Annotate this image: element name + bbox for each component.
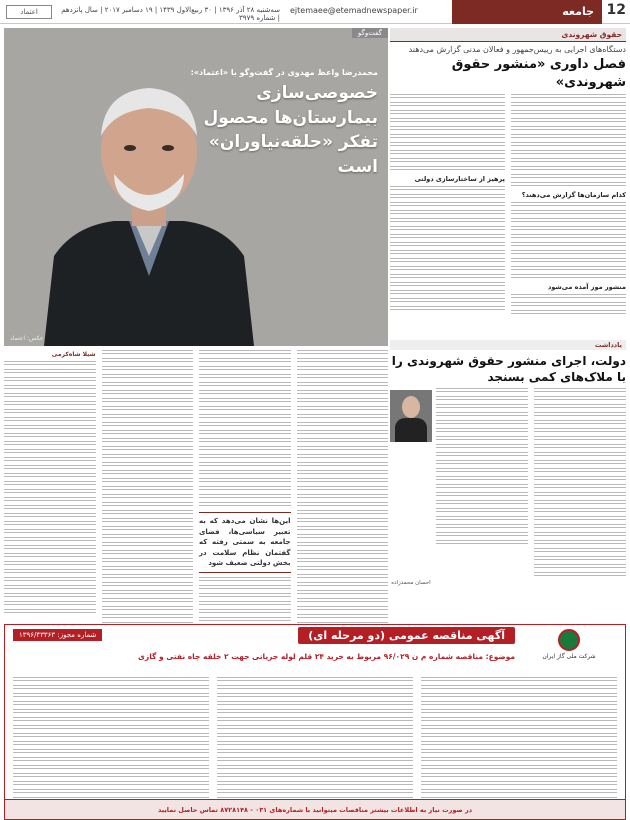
newspaper-logo: اعتماد [6,5,52,19]
ad-col-3 [13,677,209,795]
header-meta: سه‌شنبه ۲۸ آذر ۱۳۹۶ | ۳۰ ربیع‌الاول ۱۴۳۹ | ۱۹ دسامبر ۲۰۱۷ | سال پانزدهم | شماره ۳۹۷۹ [61,6,280,22]
right-story-2-columns [436,388,626,580]
ad-license-number: شماره مجوز: ۱۳۹۶/۴۳۳۶۳ [13,629,102,641]
author-name: احسان محمدزاده [391,580,431,587]
right-story-strip: حقوق شهروندی [390,28,626,42]
interview-body [4,350,388,620]
photo-credit: عکس: اعتماد [10,335,44,342]
interview-col-3 [102,350,194,620]
ad-col-2 [217,677,413,795]
feature-photo-block [4,28,388,346]
ad-body [13,677,617,795]
right-story-2-col-1 [534,388,626,580]
interview-col-1 [297,350,389,620]
interview-col-4 [4,350,96,620]
feature-title-area [168,68,378,180]
right-story-2-headline: دولت، اجرای منشور حقوق شهروندی را با ملاک‌های کمی بسنجد [391,354,626,385]
section-tab: جامعه [452,0,602,24]
right-story-subhead-3: منشور موز آمده می‌شود [548,283,626,292]
right-story-col-2 [390,94,505,318]
interview-col-2 [199,350,291,620]
author-photo [390,390,432,442]
gas-company-logo-icon [558,629,580,651]
company-logo [519,629,619,669]
right-story-2-col-2 [436,388,528,580]
header-email: ejtemaee@etemadnewspaper.ir [290,6,418,15]
feature-kicker: محمدرضا واعظ مهدوی در گفت‌وگو با «اعتماد»: [190,68,378,77]
right-story-kicker: دستگاه‌های اجرایی به رییس‌جمهور و فعالان مدنی گزارش می‌دهند [408,45,626,54]
pull-quote: این‌ها نشان می‌دهد که به تعبیر سیاسی‌ها، فضای جامعه به سمتی رفته که گفتمان نظام سلامت در بخش دولتی ضعیف شود [199,512,291,573]
right-story [390,28,626,334]
ad-subject: موضوع: مناقصه شماره م ن ۹۶/۰۲۹ مربوط به خرید ۲۴ قلم لوله جریانی جهت ۲ خلقه چاه نفتی و گازی [138,652,515,661]
right-story-2 [390,340,626,587]
company-name: شرکت ملی گاز ایران [542,653,596,660]
right-story-subhead-1: پرهیز از ساختارسازی دولتی [414,175,505,184]
tender-advertisement [4,624,626,820]
ad-title: آگهی مناقصه عمومی (دو مرحله ای) [298,627,515,644]
feature-tag: گفت‌وگو [352,28,388,38]
right-story-2-strip: یادداشت [390,340,626,350]
ad-col-1 [421,677,617,795]
right-story-col-1 [511,94,626,318]
byline: شیلا شاه‌کرمی [51,351,96,358]
page-header [0,0,630,24]
page-number: 12 [606,2,626,18]
right-story-columns [390,94,626,318]
feature-title: خصوصی‌سازی بیمارستان‌ها محصول تفکر «حلقه‌نیاوران» است [203,83,378,177]
ad-footer: در صورت نیاز به اطلاعات بیشتر مناقصات میتوانید با شماره‌های ۰۳۱ - ۸۷۲۸۱۴۸ تماس حاصل نمایید [5,799,625,819]
right-story-subhead-2: کدام سازمان‌ها گزارش می‌دهند؟ [521,191,626,200]
right-story-headline: فصل داوری «منشور حقوق شهروندی» [451,57,626,90]
